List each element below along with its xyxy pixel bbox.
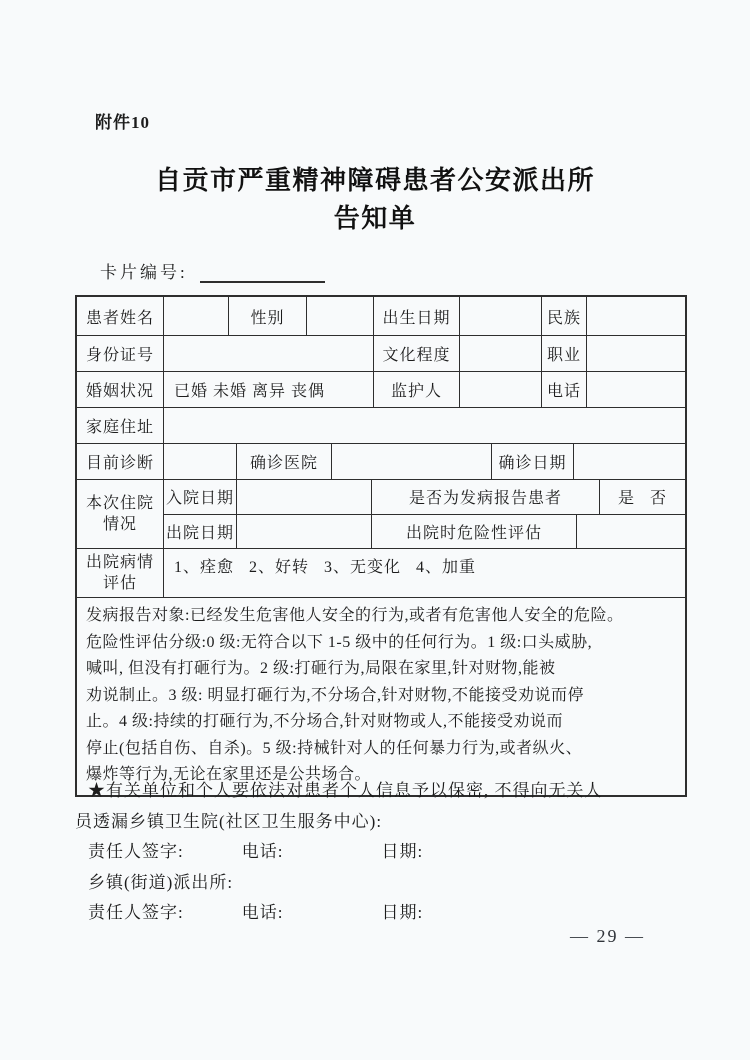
discharge-condition-options: 1、痊愈 2、好转 3、无变化 4、加重 <box>174 559 477 576</box>
table-row <box>77 408 685 444</box>
document-title-line1: 自贡市严重精神障碍患者公安派出所 <box>154 166 595 195</box>
signature-label: 责任人签字: <box>88 842 184 861</box>
date-label: 日期: <box>381 842 424 861</box>
table-row <box>77 297 685 336</box>
phone-label: 电话: <box>241 842 284 861</box>
ethnicity-label: 民族 <box>542 297 587 335</box>
table-row <box>77 480 685 549</box>
marital-status-label: 婚姻状况 <box>77 372 164 407</box>
discharge-condition-label-line2: 评估 <box>102 575 137 592</box>
patient-info-table <box>75 295 687 797</box>
table-row <box>77 372 685 408</box>
notes-line: 劝说制止。3 级: 明显打砸行为,不分场合,针对财物,不能接受劝说而停 <box>86 686 584 704</box>
diagnosis-date-label: 确诊日期 <box>492 444 574 479</box>
guardian-value <box>460 372 542 407</box>
patient-name-label: 患者姓名 <box>77 297 164 335</box>
onset-report-question: 是否为发病报告患者 <box>372 480 600 514</box>
footer-section <box>75 776 681 929</box>
page-number: — 29 — <box>570 926 645 946</box>
occupation-value <box>587 336 685 371</box>
id-number-label: 身份证号 <box>77 336 164 371</box>
discharge-risk-label: 出院时危险性评估 <box>372 515 577 549</box>
notes-line: 爆炸等行为,无论在家里还是公共场合。 <box>86 766 372 783</box>
card-number-label: 卡片编号: <box>100 263 188 282</box>
guardian-phone-label: 电话 <box>542 372 587 407</box>
education-value <box>460 336 542 371</box>
police-station-signature-row <box>75 898 681 929</box>
document-title <box>0 162 750 238</box>
hospitalization-subrows <box>164 480 685 548</box>
marital-status-options: 已婚 未婚 离异 丧偶 <box>164 372 374 407</box>
phone-label: 电话: <box>241 903 284 922</box>
ethnicity-value <box>587 297 685 335</box>
confidentiality-notice-line2: 员透漏乡镇卫生院(社区卫生服务中心): <box>75 811 383 831</box>
document-title-line2: 告知单 <box>333 204 417 233</box>
table-row <box>77 336 685 372</box>
hospitalization-label-line2: 情况 <box>102 516 137 533</box>
hospitalization-label <box>77 480 164 548</box>
hospitalization-label-line1: 本次住院 <box>85 495 154 512</box>
attachment-label: 附件10 <box>95 113 150 132</box>
current-diagnosis-label: 目前诊断 <box>77 444 164 479</box>
notes-line: 发病报告对象:已经发生危害他人安全的行为,或者有危害他人安全的危险。 <box>86 607 624 624</box>
date-label: 日期: <box>381 903 424 922</box>
diagnosis-hospital-value <box>332 444 492 479</box>
diagnosis-date-value <box>574 444 685 479</box>
gender-label: 性别 <box>229 297 307 335</box>
table-row <box>77 598 685 795</box>
diagnosis-hospital-label: 确诊医院 <box>237 444 332 479</box>
gender-value <box>307 297 374 335</box>
risk-assessment-notes <box>77 598 632 795</box>
id-number-value <box>164 336 374 371</box>
guardian-phone-value <box>587 372 685 407</box>
discharge-condition-label <box>77 549 164 597</box>
card-number-row <box>100 258 325 283</box>
admission-date-label: 入院日期 <box>164 480 237 514</box>
notes-line: 危险性评估分级:0 级:无符合以下 1-5 级中的任何行为。1 级:口头威胁, <box>86 633 593 651</box>
current-diagnosis-value <box>164 444 237 479</box>
confidentiality-notice-line1: ★有关单位和个人要依法对患者个人信息予以保密, 不得向无关人 <box>88 781 603 800</box>
occupation-label: 职业 <box>542 336 587 371</box>
notes-line: 停止(包括自伤、自杀)。5 级:持械针对人的任何暴力行为,或者纵火、 <box>86 739 583 757</box>
onset-report-yes-no-options: 是 否 <box>617 490 667 508</box>
discharge-date-value <box>237 515 372 549</box>
guardian-label: 监护人 <box>374 372 460 407</box>
admission-subrow <box>164 480 685 515</box>
notes-line: 喊叫, 但没有打砸行为。2 级:打砸行为,局限在家里,针对财物,能被 <box>86 660 556 677</box>
birth-date-label: 出生日期 <box>374 297 460 335</box>
signature-label: 责任人签字: <box>88 903 184 922</box>
education-label: 文化程度 <box>374 336 460 371</box>
admission-date-value <box>237 480 372 514</box>
table-row <box>77 444 685 480</box>
police-station-label: 乡镇(街道)派出所: <box>88 872 234 892</box>
card-number-blank-line <box>200 263 325 283</box>
discharge-condition-label-line1: 出院病情 <box>85 554 154 571</box>
home-address-label: 家庭住址 <box>77 408 164 443</box>
discharge-date-label: 出院日期 <box>164 515 237 549</box>
health-center-signature-row <box>75 837 681 868</box>
notes-line: 止。4 级:持续的打砸行为,不分场合,针对财物或人,不能接受劝说而 <box>86 713 563 730</box>
patient-name-value <box>164 297 229 335</box>
discharge-subrow <box>164 515 685 549</box>
birth-date-value <box>460 297 542 335</box>
discharge-risk-value <box>577 515 685 549</box>
table-row <box>77 549 685 598</box>
home-address-value <box>164 408 685 443</box>
